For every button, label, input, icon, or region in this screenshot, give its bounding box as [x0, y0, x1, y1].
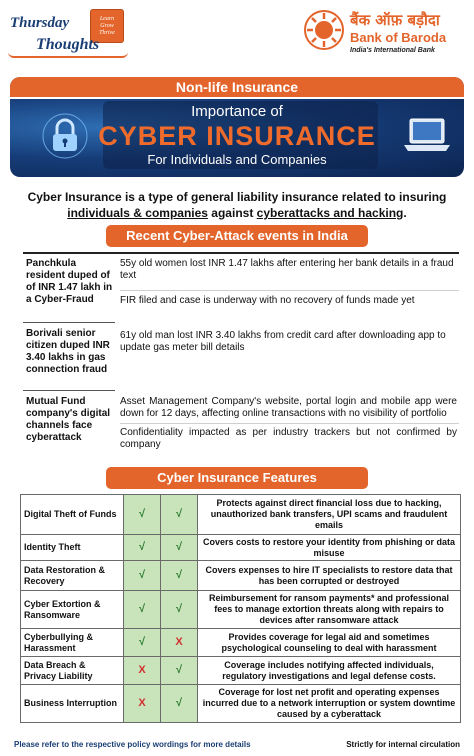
check-icon: √ — [161, 561, 198, 591]
feature-name: Digital Theft of Funds — [21, 495, 124, 535]
hero-banner — [10, 77, 464, 177]
hero-ribbon — [10, 77, 464, 99]
check-icon: √ — [161, 657, 198, 685]
definition-part-1: Cyber Insurance is a type of general liability insurance related to insuring — [27, 190, 447, 204]
logo-thursday: Thursday — [10, 15, 70, 31]
cross-icon: X — [124, 685, 161, 723]
baroda-sun-icon — [304, 10, 344, 50]
events-heading: Recent Cyber-Attack events in India — [126, 228, 348, 243]
feature-row — [21, 535, 461, 561]
feature-description: Covers expenses to hire IT specialists to restore data that has been corrupted or destroyed — [198, 561, 461, 591]
book-word-thrive: Thrive — [99, 30, 115, 36]
check-icon: √ — [124, 495, 161, 535]
footer — [10, 738, 464, 754]
check-icon: √ — [161, 685, 198, 723]
book-word-learn: Learn — [99, 16, 115, 22]
features-table-body — [21, 495, 461, 723]
header — [0, 0, 474, 70]
event-detail: 61y old man lost INR 3.40 lakhs from credit card after downloading app to update gas meter bill details — [120, 330, 446, 353]
bank-of-baroda-logo — [304, 10, 464, 62]
bank-name: Bank of Baroda — [350, 30, 447, 45]
feature-row — [21, 591, 461, 629]
hero-line-2: For Individuals and Companies — [147, 152, 327, 167]
event-title: Borivali senior citizen duped INR 3.40 lakhs in gas connection fraud — [26, 328, 110, 375]
features-table — [20, 494, 461, 723]
check-icon: √ — [161, 535, 198, 561]
feature-description: Coverage includes notifying affected individuals, regulatory investigations and legal defense costs. — [198, 657, 461, 685]
logo-thoughts: Thoughts — [36, 36, 100, 53]
event-detail: 55y old women lost INR 1.47 lakhs after entering her bank details in a fraud text — [120, 258, 454, 281]
check-icon: √ — [124, 561, 161, 591]
event-title: Mutual Fund company's digital channels face cyberattack — [26, 396, 111, 443]
definition-underline-2: cyberattacks and hacking — [256, 206, 404, 220]
bank-name-hindi: बैंक ऑफ़ बड़ौदा — [350, 11, 440, 29]
definition-part-3: . — [403, 206, 407, 220]
feature-row — [21, 629, 461, 657]
feature-name: Cyber Extortion & Ransomware — [21, 591, 124, 629]
divider — [120, 423, 459, 424]
hero-ribbon-text: Non-life Insurance — [175, 79, 299, 95]
definition-part-2: against — [207, 206, 257, 220]
hero-line-1: Importance of — [191, 103, 283, 120]
cross-icon: X — [124, 657, 161, 685]
footer-circulation-note: Strictly for internal circulation — [346, 740, 460, 749]
feature-description: Coverage for lost net profit and operating expenses incurred due to a network interruption or system downtime caused by a cyberattack — [198, 685, 461, 723]
events-heading-banner — [106, 225, 368, 247]
feature-row — [21, 657, 461, 685]
feature-description: Provides coverage for legal aid and sometimes psychological counseling to deal with harassment — [198, 629, 461, 657]
features-heading: Cyber Insurance Features — [157, 470, 317, 485]
feature-name: Identity Theft — [21, 535, 124, 561]
check-icon: √ — [124, 629, 161, 657]
check-icon: √ — [124, 535, 161, 561]
feature-name: Data Breach & Privacy Liability — [21, 657, 124, 685]
definition-underline-1: individuals & companies — [67, 206, 208, 220]
divider — [23, 390, 115, 391]
event-detail: Confidentiality impacted as per industry trackers but not confirmed by company — [120, 427, 457, 450]
divider — [23, 322, 115, 323]
check-icon: √ — [124, 591, 161, 629]
event-item-mutual-fund — [23, 396, 459, 458]
event-detail: Asset Management Company's website, portal login and mobile app were down for 12 days, affecting online transactions with no visibility of portfolio — [120, 396, 457, 419]
book-word-grow: Grow — [100, 23, 114, 29]
features-heading-banner — [106, 467, 368, 489]
event-detail: FIR filed and case is underway with no recovery of funds made yet — [120, 295, 415, 306]
footer-disclaimer: Please refer to the respective policy wordings for more details — [14, 740, 251, 749]
cross-icon: X — [161, 629, 198, 657]
feature-name: Data Restoration & Recovery — [21, 561, 124, 591]
feature-name: Cyberbullying & Harassment — [21, 629, 124, 657]
event-item-panchkula — [23, 258, 459, 324]
feature-name: Business Interruption — [21, 685, 124, 723]
definition-text — [20, 189, 454, 221]
bank-tagline: India's International Bank — [350, 47, 435, 54]
events-list — [23, 252, 459, 457]
feature-row — [21, 561, 461, 591]
event-title: Panchkula resident duped of of INR 1.47 lakh in a Cyber-Fraud — [26, 258, 113, 305]
feature-description: Protects against direct financial loss due to hacking, unauthorized bank transfers, UPI scams and fraudulent emails — [198, 495, 461, 535]
hero-title: CYBER INSURANCE — [98, 121, 376, 151]
event-item-borivali — [23, 328, 459, 390]
thursday-thoughts-logo — [6, 7, 146, 65]
check-icon: √ — [161, 591, 198, 629]
divider — [120, 290, 459, 291]
check-icon: √ — [161, 495, 198, 535]
feature-description: Reimbursement for ransom payments* and professional fees to manage extortion threats along with repairs to devices after ransomware attack — [198, 591, 461, 629]
feature-description: Covers costs to restore your identity from phishing or data misuse — [198, 535, 461, 561]
feature-row — [21, 495, 461, 535]
feature-row — [21, 685, 461, 723]
swoosh-decoration — [8, 52, 128, 58]
